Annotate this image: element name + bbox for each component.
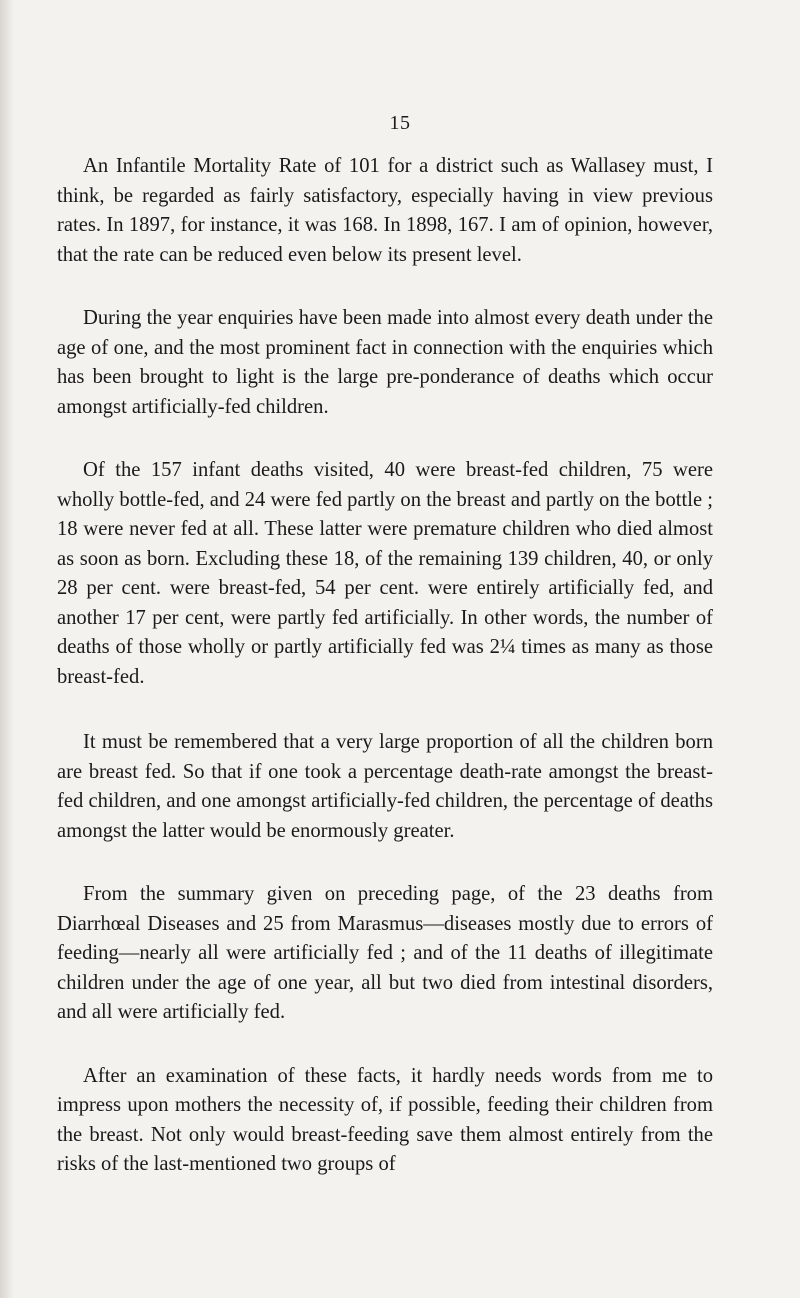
paragraph-infantile-mortality-rate: An Infantile Mortality Rate of 101 for a district such as Wallasey must, I think, be regarded as fairly satisfactory, especially having in view previous rates. In 1897, for instance, it was 168. In 1898, 167. I am of opinion, however, that the rate can be reduced even below its present level.: [57, 155, 713, 266]
paragraph-breast-fed-proportion: It must be remembered that a very large proportion of all the children born are breast fed. So that if one took a percentage death-rate amongst the breast-fed children, and one amongst artificially-fed children, the percentage of deaths amongst the latter would be enormously greater.: [57, 731, 713, 842]
paragraph-examination-of-facts: After an examination of these facts, it hardly needs words from me to impress upon mothers the necessity of, if possible, feeding their children from the breast. Not only would breast-feeding save them almost entirely from the risks of the last-mentioned two groups of: [57, 1064, 713, 1175]
paragraph-infant-deaths-visited: Of the 157 infant deaths visited, 40 were breast-fed children, 75 were wholly bottle-fed, and 24 were fed partly on the breast and partly on the bottle ; 18 were never fed at all. These latter were premature children who died almost as soon as born. Excluding these 18, of the remaining 139 children, 40, or only 28 per cent. were breast-fed, 54 per cent. were entirely artificially fed, and another 17 per cent, were partly fed artificially. In other words, the number of deaths of those wholly or partly artificially fed was 2¼ times as many as those breast-fed.: [57, 459, 713, 688]
body-text: [57, 152, 713, 1214]
page-number: 15: [389, 112, 411, 134]
page-edge-shadow: [0, 0, 14, 1298]
paragraph-enquiries: During the year enquiries have been made into almost every death under the age of one, and the most prominent fact in connection with the enquiries which has been brought to light is the large pre-ponderance of deaths which occur amongst artificially-fed children.: [57, 307, 713, 418]
paragraph-summary-deaths: From the summary given on preceding page, of the 23 deaths from Diarrhœal Diseases and 25 from Marasmus—diseases mostly due to errors of feeding—nearly all were artificially fed ; and of the 11 deaths of illegitimate children under the age of one year, all but two died from intestinal disorders, and all were artificially fed.: [57, 883, 713, 1023]
